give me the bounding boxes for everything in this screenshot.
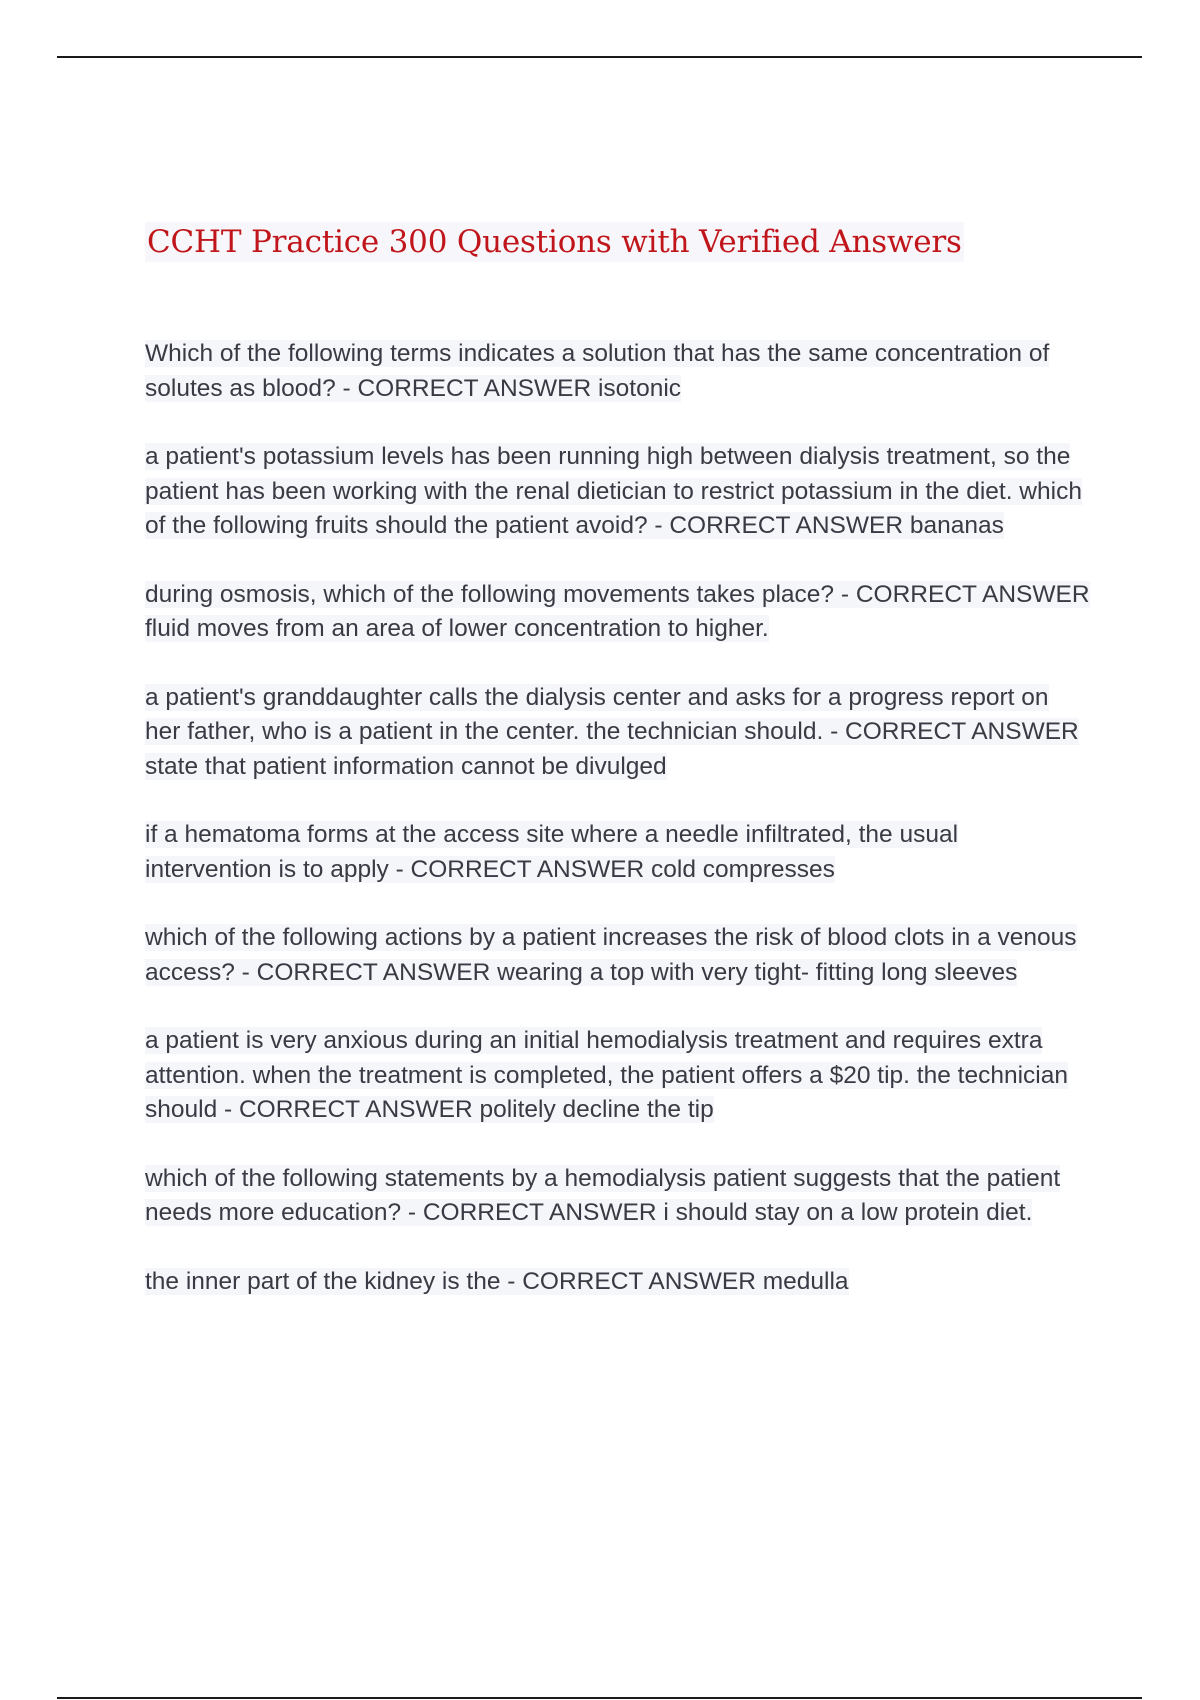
qa-item-2 <box>145 440 1090 544</box>
qa-item-4 <box>145 681 1090 785</box>
qa-item-1 <box>145 337 1090 406</box>
bottom-rule <box>57 1697 1142 1699</box>
qa-item-8 <box>145 1162 1090 1231</box>
qa-text: which of the following statements by a hemodialysis patient suggests that the patient needs more education? - CORRECT ANSWER i should stay on a low protein diet. <box>145 1164 1061 1226</box>
document-title: CCHT Practice 300 Questions with Verified Answers <box>147 224 962 260</box>
qa-list <box>145 337 1090 1333</box>
qa-item-3 <box>145 578 1090 647</box>
qa-text: the inner part of the kidney is the - CORRECT ANSWER medulla <box>145 1267 849 1295</box>
qa-item-7 <box>145 1024 1090 1128</box>
qa-item-6 <box>145 921 1090 990</box>
qa-text: if a hematoma forms at the access site where a needle infiltrated, the usual intervention is to apply - CORRECT ANSWER cold compresses <box>145 821 959 883</box>
qa-text: a patient's potassium levels has been running high between dialysis treatment, so the patient has been working with the renal dietician to restrict potassium in the diet. which of the following fruits should the patient avoid? - CORRECT ANSWER bananas <box>145 443 1082 539</box>
qa-item-9 <box>145 1265 1090 1300</box>
top-rule <box>57 56 1142 58</box>
qa-text: a patient's granddaughter calls the dialysis center and asks for a progress report on her father, who is a patient in the center. the technician should. - CORRECT ANSWER state that patient information cannot be divulged <box>145 683 1079 780</box>
qa-text: which of the following actions by a patient increases the risk of blood clots in a venous access? - CORRECT ANSWER wearing a top with very tight- fitting long sleeves <box>145 924 1077 986</box>
qa-text: Which of the following terms indicates a solution that has the same concentration of solutes as blood? - CORRECT ANSWER isotonic <box>145 340 1050 402</box>
qa-text: a patient is very anxious during an initial hemodialysis treatment and requires extra attention. when the treatment is completed, the patient offers a $20 tip. the technician should - CORRECT ANSWER politely decline the tip <box>145 1027 1068 1123</box>
qa-item-5 <box>145 818 1090 887</box>
qa-text: during osmosis, which of the following movements takes place? - CORRECT ANSWER fluid moves from an area of lower concentration to higher. <box>145 580 1090 642</box>
